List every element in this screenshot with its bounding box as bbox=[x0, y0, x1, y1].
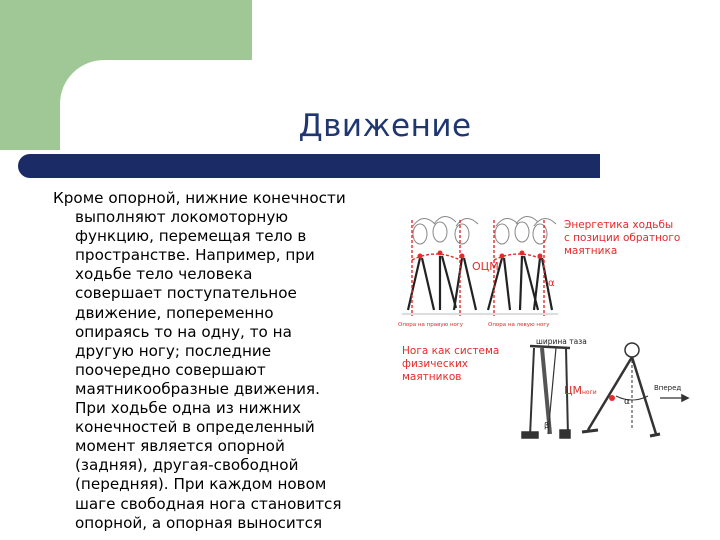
alpha-bottom-label: α bbox=[624, 397, 630, 407]
beta-label: β bbox=[544, 421, 550, 430]
forward-label: Вперед bbox=[654, 384, 682, 392]
energy-label-line: маятника bbox=[564, 245, 618, 257]
slide-title: Движение bbox=[298, 108, 472, 144]
caption-right-leg: Опора на правую ногу bbox=[398, 322, 464, 328]
figure-svg bbox=[398, 198, 698, 460]
body-line: выполняют локомоторную bbox=[75, 208, 289, 227]
body-line: Кроме опорной, нижние конечности bbox=[53, 189, 346, 207]
body-line: При ходьбе одна из нижних bbox=[75, 399, 301, 418]
body-line: совершает поступательное bbox=[75, 284, 297, 303]
alpha-top-label: α bbox=[548, 278, 555, 289]
pendulum-label-line: маятников bbox=[402, 371, 462, 383]
pelvis-width-label: ширина таза bbox=[536, 337, 587, 346]
cm-label: ЦМ bbox=[564, 384, 583, 397]
pendulum-label-line: Нога как система bbox=[402, 345, 500, 357]
cm-sub-label: ноги bbox=[582, 389, 597, 396]
body-line: конечностей в определенный bbox=[75, 418, 315, 437]
ocm-label: ОЦМ bbox=[472, 260, 499, 273]
body-text bbox=[53, 189, 388, 533]
body-line: момент является опорной bbox=[75, 437, 285, 456]
body-line: пространстве. Например, при bbox=[75, 246, 315, 265]
body-line: опираясь то на одну, то на bbox=[75, 322, 292, 341]
body-line: маятникообразные движения. bbox=[75, 379, 320, 398]
title-divider-bar bbox=[18, 154, 600, 178]
body-line: другую ногу; последние bbox=[75, 341, 272, 360]
body-line: ходьбе тело человека bbox=[75, 265, 253, 284]
cm-point bbox=[609, 395, 615, 401]
body-line: поочередно совершают bbox=[75, 360, 266, 379]
body-line: опорной, а опорная выносится bbox=[75, 513, 323, 532]
body-line: (задняя), другая-свободной bbox=[75, 456, 299, 475]
body-line: движение, попеременно bbox=[75, 303, 274, 322]
pendulum-label-line: физических bbox=[402, 358, 469, 370]
energy-label-line: с позиции обратного bbox=[564, 232, 681, 244]
energy-label-line: Энергетика ходьбы bbox=[564, 219, 674, 231]
caption-left-leg: Опора на левую ногу bbox=[488, 322, 550, 328]
body-line: шаге свободная нога становится bbox=[75, 494, 342, 513]
walking-pendulum-figure bbox=[398, 198, 698, 460]
body-line: (передняя). При каждом новом bbox=[75, 475, 327, 494]
body-line: функцию, перемещая тело в bbox=[75, 227, 307, 246]
